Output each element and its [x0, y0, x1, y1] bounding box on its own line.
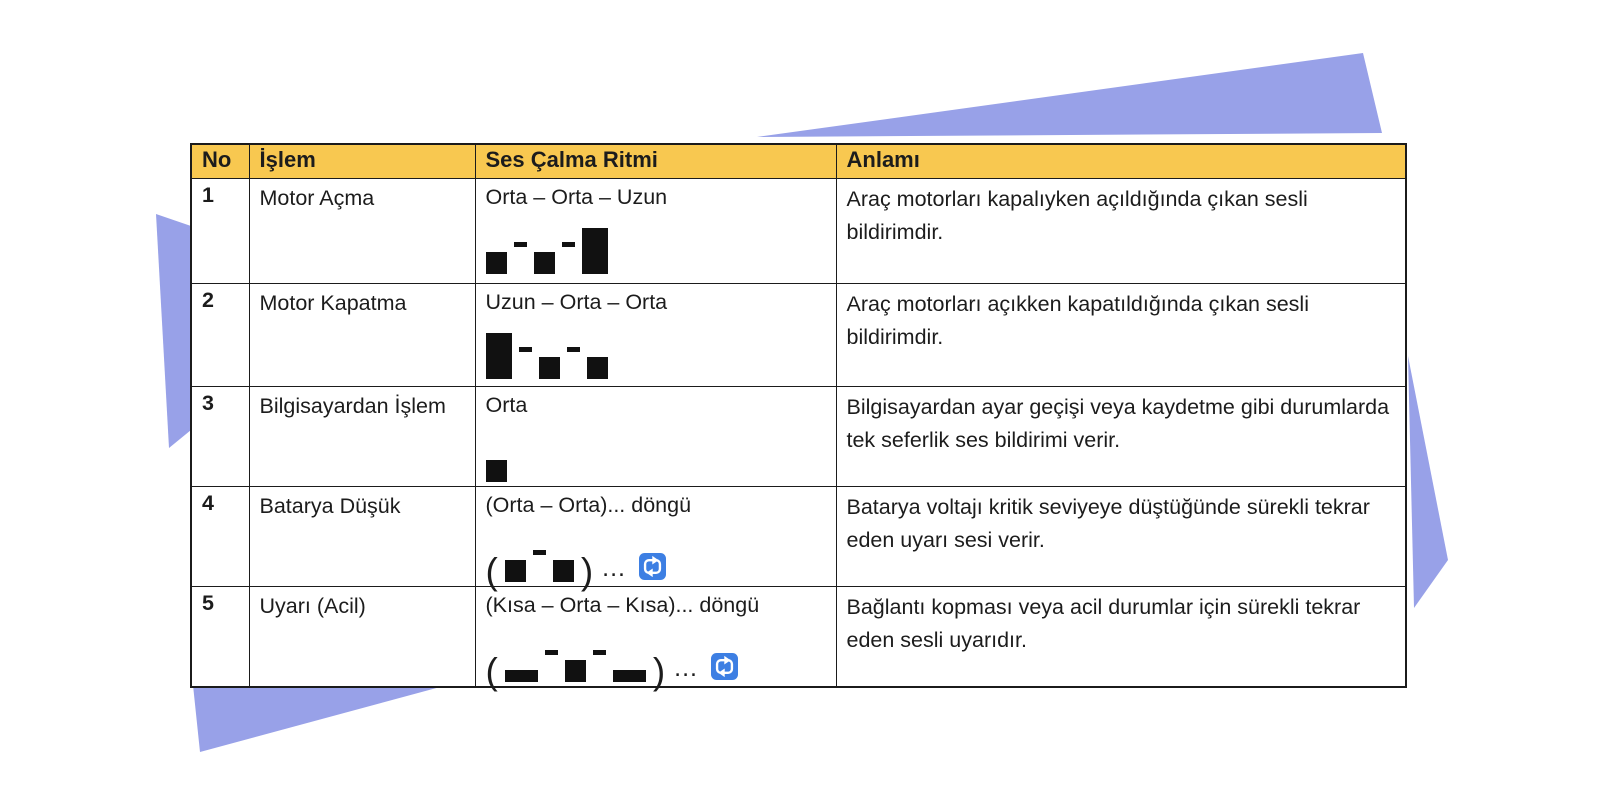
beep-block-orta	[565, 660, 586, 682]
cell-islem: Batarya Düşük	[249, 487, 475, 587]
cell-ritmi	[475, 387, 836, 487]
rhythm-glyphs	[486, 329, 826, 379]
glyph-symbol: )	[580, 550, 594, 592]
cell-ritmi	[475, 284, 836, 387]
cell-anlami: Araç motorları kapalıyken açıldığında çıkan sesli bildirimdir.	[836, 179, 1406, 284]
glyph-symbol: ...	[602, 554, 626, 583]
beep-gap-dash	[567, 347, 580, 352]
cell-ritmi	[475, 179, 836, 284]
rhythm-text: Orta – Orta – Uzun	[485, 185, 668, 209]
beep-gap-dash	[562, 242, 575, 247]
glyph-symbol: )	[652, 650, 666, 692]
col-header-anlami: Anlamı	[836, 144, 1406, 179]
cell-ritmi	[475, 587, 836, 692]
beep-block-orta	[486, 252, 507, 274]
decorative-shape-left	[156, 214, 191, 448]
beep-block-orta	[539, 357, 560, 379]
decorative-shape-top-right	[757, 53, 1382, 137]
rhythm-text: Uzun – Orta – Orta	[485, 290, 668, 314]
beep-block-uzun	[486, 333, 512, 379]
beep-gap-dash	[533, 550, 546, 555]
cell-islem: Uyarı (Acil)	[249, 587, 475, 688]
table-row	[191, 284, 1406, 387]
cell-islem: Bilgisayardan İşlem	[249, 387, 475, 487]
beep-gap-dash	[593, 650, 606, 655]
rhythm-glyphs	[485, 532, 826, 592]
rhythm-glyphs	[485, 632, 826, 692]
rhythm-text: Orta	[485, 393, 528, 417]
beep-block-orta	[587, 357, 608, 379]
table-header-row	[191, 144, 1406, 179]
cell-no: 5	[191, 587, 249, 688]
beep-block-uzun	[582, 228, 608, 274]
cell-islem: Motor Açma	[249, 179, 475, 284]
cell-anlami: Bilgisayardan ayar geçişi veya kaydetme gibi durumlarda tek seferlik ses bildirimi verir.	[836, 387, 1406, 487]
glyph-symbol: (	[485, 650, 498, 692]
table-row	[191, 587, 1406, 688]
col-header-ritmi: Ses Çalma Ritmi	[475, 144, 836, 179]
beep-block-orta	[505, 560, 526, 582]
cell-no: 3	[191, 387, 249, 487]
cell-no: 2	[191, 284, 249, 387]
beep-gap-dash	[514, 242, 527, 247]
beep-gap-dash	[545, 650, 558, 655]
beep-block-orta	[553, 560, 574, 582]
cell-islem: Motor Kapatma	[249, 284, 475, 387]
cell-no: 1	[191, 179, 249, 284]
cell-no: 4	[191, 487, 249, 587]
table-row	[191, 179, 1406, 284]
rhythm-text: (Kısa – Orta – Kısa)... döngü	[485, 593, 760, 618]
table-row	[191, 487, 1406, 587]
col-header-no: No	[191, 144, 249, 179]
repeat-icon	[639, 553, 666, 580]
beep-block-kisa	[613, 670, 646, 682]
sound-rhythm-table	[190, 143, 1407, 692]
beep-block-orta	[486, 460, 507, 482]
col-header-islem: İşlem	[249, 144, 475, 179]
glyph-symbol: ...	[674, 654, 698, 683]
cell-ritmi	[475, 487, 836, 592]
table-row	[191, 387, 1406, 487]
rhythm-glyphs	[486, 432, 826, 482]
beep-block-kisa	[505, 670, 538, 682]
cell-anlami: Araç motorları açıkken kapatıldığında çıkan sesli bildirimdir.	[836, 284, 1406, 387]
rhythm-glyphs	[486, 224, 826, 274]
rhythm-text: (Orta – Orta)... döngü	[485, 493, 692, 518]
table-body	[191, 179, 1406, 692]
glyph-symbol: (	[485, 550, 498, 592]
repeat-icon	[711, 653, 738, 680]
beep-gap-dash	[519, 347, 532, 352]
cell-anlami: Bağlantı kopması veya acil durumlar için sürekli tekrar eden sesli uyarıdır.	[836, 587, 1406, 688]
beep-block-orta	[534, 252, 555, 274]
cell-anlami: Batarya voltajı kritik seviyeye düştüğünde sürekli tekrar eden uyarı sesi verir.	[836, 487, 1406, 587]
decorative-shape-right	[1408, 356, 1448, 608]
